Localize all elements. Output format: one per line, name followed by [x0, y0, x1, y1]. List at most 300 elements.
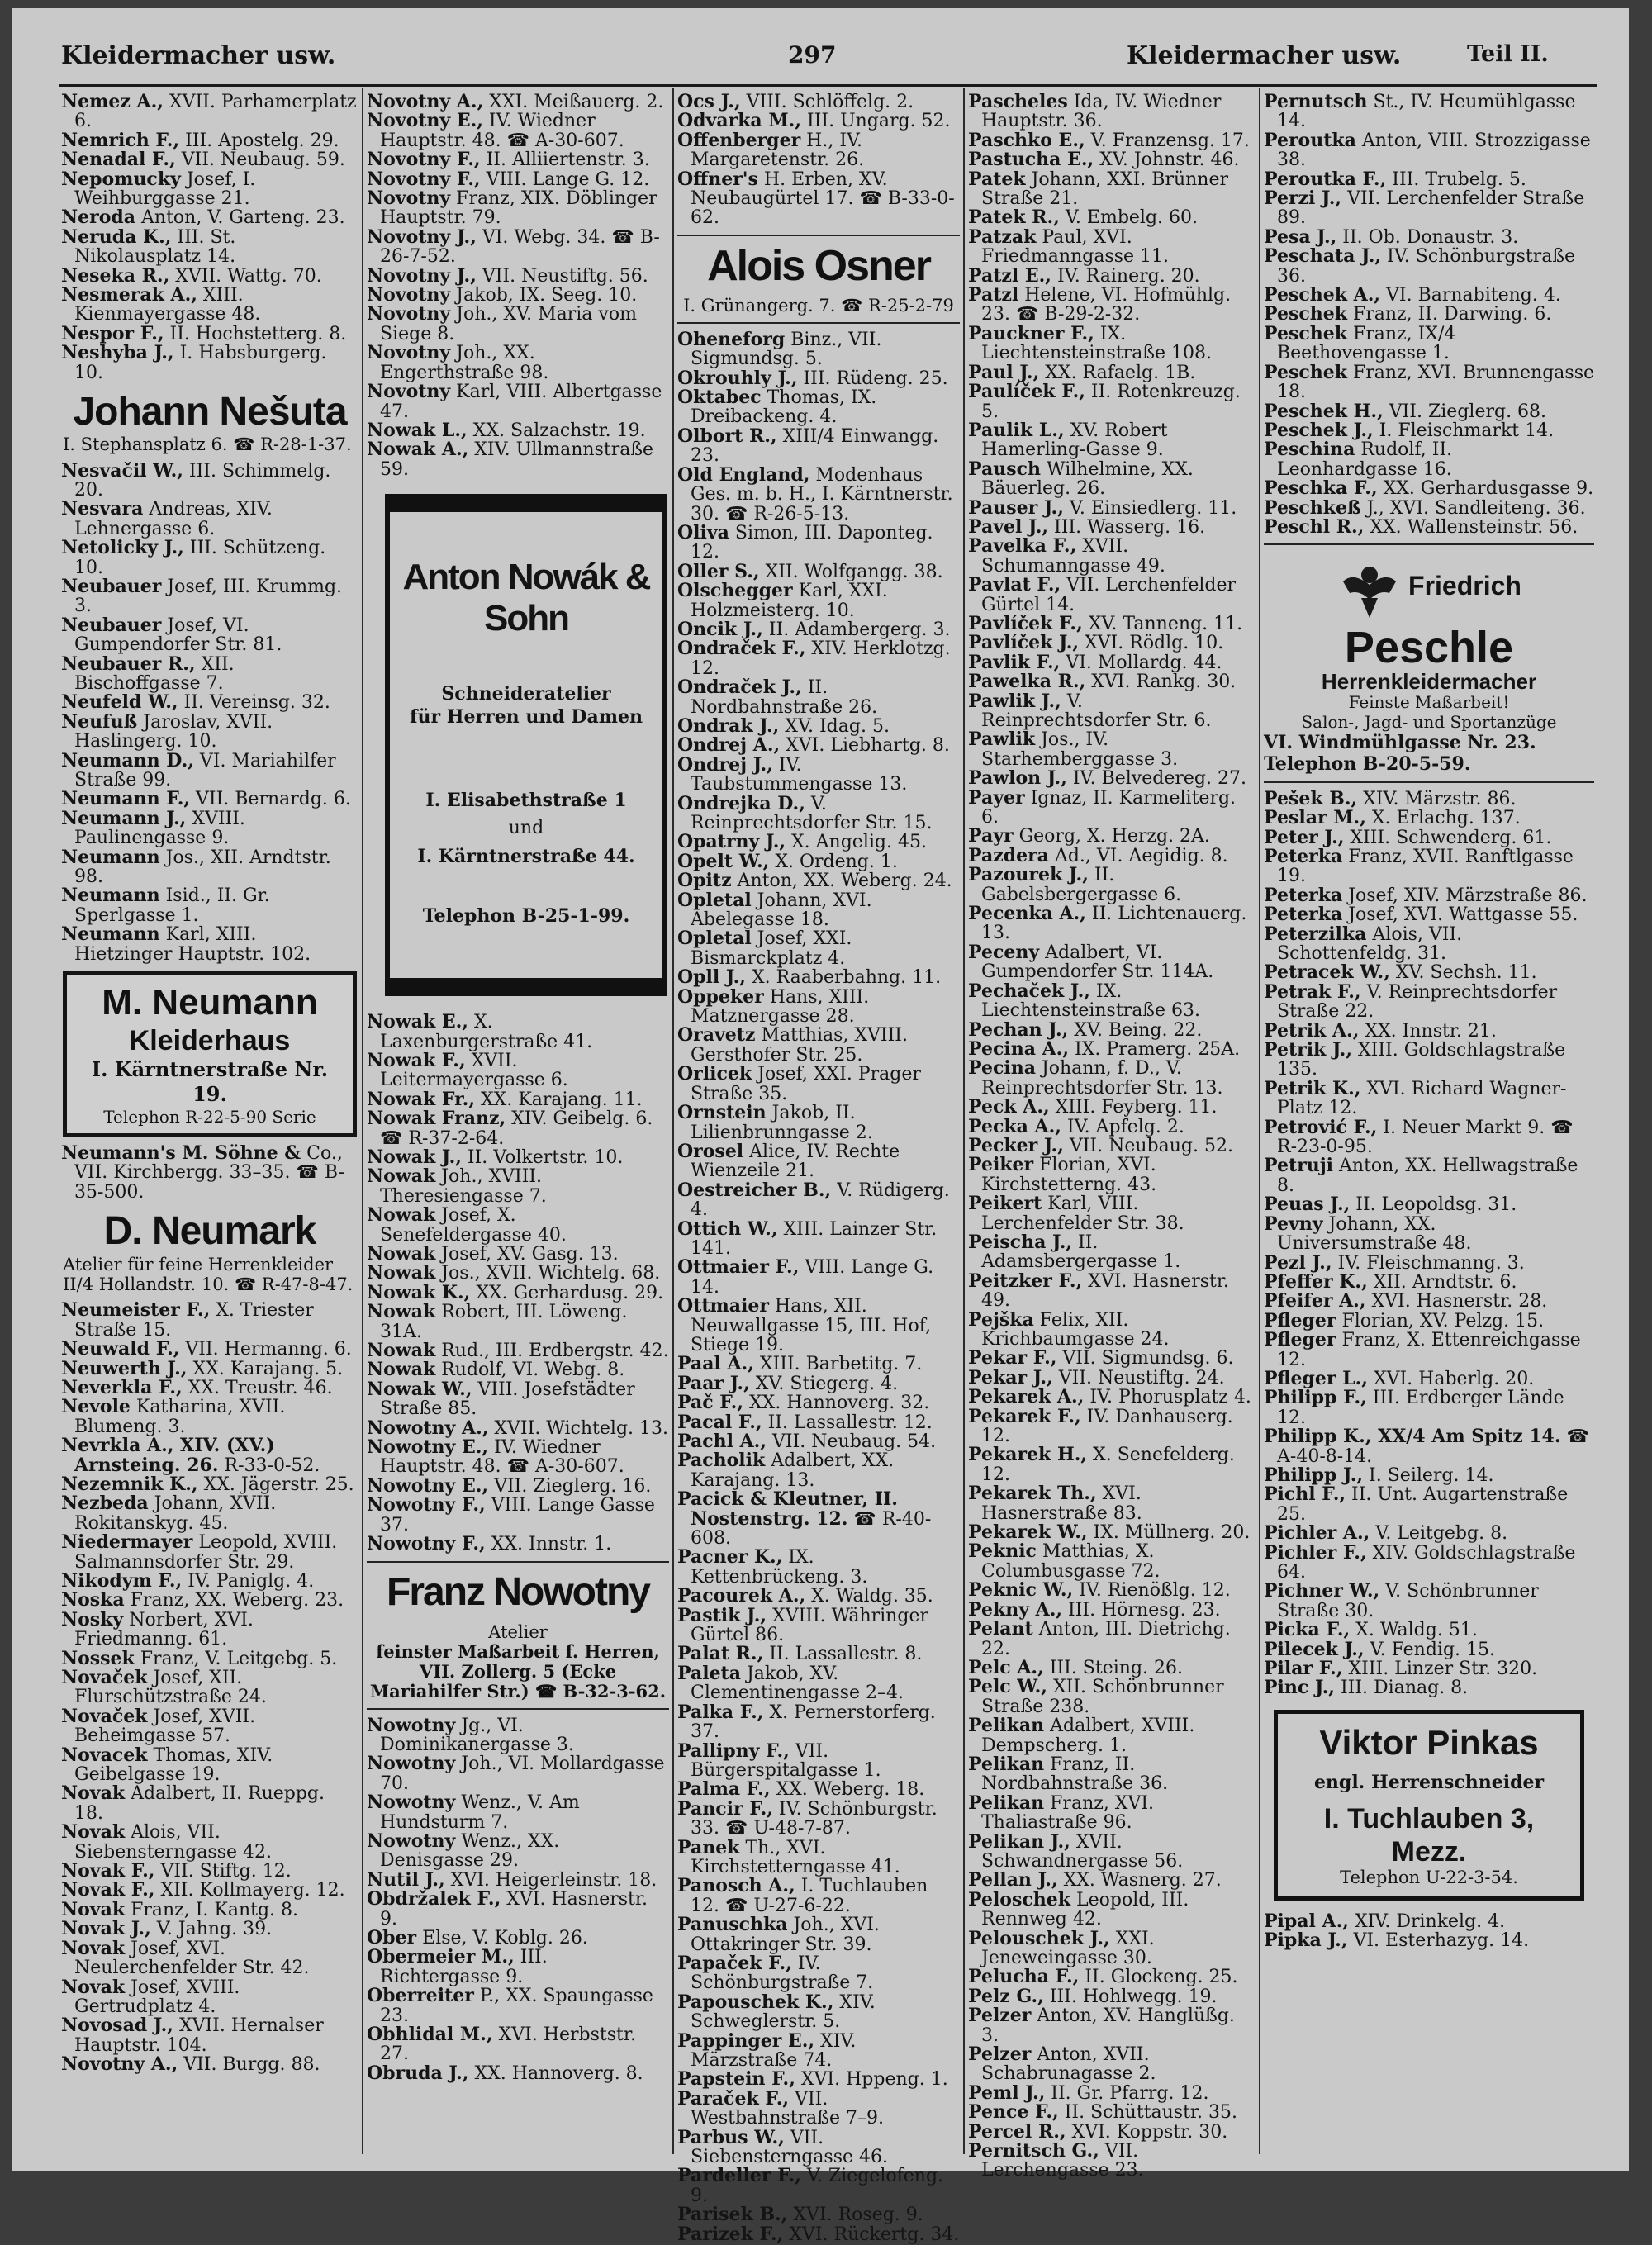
- directory-entry: [677, 1451, 960, 1490]
- entry-address: III. Dianag. 8.: [1334, 1678, 1469, 1699]
- entry-address: X. Raaberbahng. 11.: [745, 967, 942, 989]
- entry-name: Pelikan: [968, 1715, 1045, 1737]
- entry-name: Pausch: [968, 458, 1041, 480]
- entry-name: Philipp K., XX/4 Am Spitz 14.: [1264, 1426, 1561, 1448]
- running-head-right: Kleidermacher usw.: [1127, 41, 1402, 70]
- entry-name: Percel R.,: [968, 2120, 1066, 2143]
- entry-address: IV. Schönburgstraße 7.: [691, 1953, 874, 1994]
- entry-address: XIII/4 Einwangg. 23.: [691, 425, 939, 467]
- entry-address: II. Adamsbergergasse 1.: [981, 1232, 1181, 1273]
- entry-name: Panuschka: [677, 1914, 788, 1936]
- directory-entry: [61, 2055, 358, 2074]
- directory-entry: [677, 1836, 960, 1877]
- directory-entry: [61, 1823, 358, 1862]
- directory-entry: [61, 1939, 358, 1978]
- entry-name: Neumann J.,: [61, 807, 187, 829]
- entry-address: XVII. Schwandnergasse 56.: [981, 1831, 1184, 1872]
- entry-address: Josef, XII. Flurschützstraße 24.: [74, 1668, 267, 1708]
- entry-address: XVII. Schumanngasse 49.: [981, 536, 1165, 577]
- entry-address: Florian, XVI. Kirchstetterng. 43.: [981, 1155, 1157, 1195]
- entry-name: Patek R.,: [968, 206, 1060, 229]
- entry-address: Josef, XVI. Wattgasse 55.: [1342, 904, 1578, 926]
- entry-name: Nowak: [367, 1301, 436, 1323]
- directory-entry: [677, 1181, 960, 1220]
- entry-address: X. Ordeng. 1.: [769, 851, 898, 872]
- directory-entry: [677, 1026, 960, 1065]
- entry-name: Offenberger: [677, 129, 801, 151]
- directory-entry: [968, 786, 1256, 828]
- entry-name: Offner's: [677, 168, 758, 190]
- ad-franz-nowotny-text2: feinster Maßarbeit f. Herren,: [376, 1640, 660, 1662]
- ad-peschle-first: Friedrich: [1408, 571, 1521, 601]
- directory-entry: [367, 1948, 669, 1986]
- entry-address: XIV. Goldschlagstraße 64.: [1277, 1542, 1576, 1583]
- entry-name: Neuwerth J.,: [61, 1357, 188, 1379]
- entry-name: Neumann: [61, 885, 160, 907]
- entry-address: XIII. Feyberg. 11.: [1049, 1097, 1218, 1118]
- directory-entry: [367, 1496, 669, 1535]
- directory-entry: [367, 1793, 669, 1832]
- directory-entry: [968, 1888, 1256, 1930]
- directory-entry: [1264, 479, 1594, 498]
- entry-name: Nesmerak A.,: [61, 284, 197, 306]
- entry-name: Peschata J.,: [1264, 245, 1382, 268]
- entry-name: Peknic: [968, 1540, 1037, 1563]
- entry-address: III. Steing. 26.: [1043, 1657, 1183, 1678]
- entry-name: Pelucha F.,: [968, 1966, 1080, 1988]
- entry-address: Co., VII. Kirchbergg. 33–35. ☎ B-35-500.: [74, 1143, 344, 1203]
- directory-entry: [61, 1144, 358, 1202]
- entry-address: XX. Weberg. 18.: [770, 1779, 925, 1801]
- directory-entry: [61, 2016, 358, 2055]
- directory-entry: [61, 848, 358, 887]
- entry-address: III. Ungarg. 52.: [801, 111, 951, 132]
- entry-address: VII. Zieglerg. 16.: [488, 1475, 652, 1497]
- entry-name: Novotny A.,: [367, 91, 484, 112]
- entry-name: Novak: [61, 1898, 126, 1920]
- entry-address: III. St. Nikolausplatz 14.: [74, 226, 236, 268]
- entry-address: X. Waldg. 35.: [805, 1586, 933, 1607]
- entry-name: Peschek A.,: [1264, 284, 1381, 306]
- entry-address: II. Alliiertenstr. 3.: [480, 150, 650, 171]
- entry-address: XVI. Rückertg. 34.: [783, 2224, 960, 2245]
- entry-address: Ad., VI. Aegidig. 8.: [1048, 845, 1228, 866]
- entry-name: Old England,: [677, 463, 810, 486]
- entry-address: Ida, IV. Wiedner Hauptstr. 36.: [981, 92, 1222, 132]
- entry-list: [1264, 787, 1594, 1699]
- ad-neumark-text: Atelier für feine Herrenkleider II/4 Hollandstr. 10. ☎ R-47-8-47.: [63, 1255, 354, 1295]
- entry-address: Josef, XXI. Bismarckplatz 4.: [691, 928, 852, 969]
- entry-name: Obermeier M.,: [367, 1946, 515, 1968]
- entry-name: Parisek B.,: [677, 2204, 788, 2226]
- ad-neumark: [63, 1208, 357, 1294]
- directory-entry: [677, 2167, 960, 2205]
- directory-entry: [968, 2045, 1256, 2084]
- entry-address: II. Hochstetterg. 8.: [164, 323, 347, 344]
- entry-name: Oberreiter: [367, 1985, 474, 2007]
- entry-name: Novak F.,: [61, 1879, 155, 1901]
- directory-entry: [968, 1134, 1256, 1156]
- directory-entry: [968, 2120, 1256, 2143]
- directory-entry: [1264, 421, 1594, 440]
- directory-entry: [367, 112, 669, 150]
- ad-peschle-name: Peschle: [1344, 623, 1514, 673]
- directory-entry: [677, 2205, 960, 2224]
- entry-address: VI. Esterhazyg. 14.: [1347, 1930, 1530, 1952]
- entry-address: II. Gabelsbergergasse 6.: [981, 865, 1182, 905]
- directory-entry: [677, 2087, 960, 2129]
- entry-address: VIII. Lange G. 12.: [480, 168, 650, 190]
- entry-name: Pesa J.,: [1264, 225, 1337, 248]
- ad-anton-nowak: [385, 494, 667, 996]
- entry-address: Alois, VII. Siebensterngasse 42.: [74, 1822, 273, 1863]
- directory-entry: [61, 1376, 358, 1398]
- directory-entry: [677, 714, 960, 737]
- entry-address: Alois, VII. Schottenfeldg. 31.: [1277, 923, 1463, 964]
- entry-name: Pelzer: [968, 2043, 1032, 2066]
- directory-entry: [367, 1245, 669, 1264]
- entry-name: Pardeller F.,: [677, 2165, 801, 2187]
- entry-name: Pecina: [968, 1057, 1036, 1080]
- directory-entry: [968, 1366, 1256, 1388]
- entry-name: Pancir F.,: [677, 1797, 773, 1820]
- directory-entry: [1264, 93, 1594, 131]
- entry-address: IX. Kettenbrückeng. 3.: [691, 1547, 868, 1588]
- directory-entry: [367, 1148, 669, 1167]
- entry-name: Palma F.,: [677, 1778, 771, 1801]
- entry-name: Nowotny F.,: [367, 1533, 486, 1555]
- directory-entry: [61, 539, 358, 577]
- entry-name: Opletal: [677, 928, 752, 950]
- entry-name: Nutil J.,: [367, 1868, 445, 1891]
- directory-entry: [61, 749, 358, 790]
- directory-entry: [61, 886, 358, 925]
- entry-address: Hans, XIII. Matznergasse 28.: [691, 986, 870, 1028]
- entry-name: Novotny F.,: [367, 149, 481, 171]
- directory-entry: [61, 264, 358, 287]
- entry-name: Obdržalek F.,: [367, 1888, 501, 1910]
- entry-name: Novotny: [367, 303, 451, 325]
- directory-entry: [1264, 247, 1594, 286]
- entry-address: II. Adambergerg. 3.: [762, 619, 951, 640]
- entry-name: Pipal A.,: [1264, 1910, 1349, 1932]
- ad-m-neumann-sub: Kleiderhaus: [129, 1025, 291, 1057]
- directory-entry: [968, 612, 1256, 634]
- entry-address: VII. Neubaug. 54.: [767, 1431, 937, 1452]
- entry-name: Olschegger: [677, 580, 793, 602]
- entry-name: Pelz G.,: [968, 1985, 1044, 2007]
- directory-entry: [61, 208, 358, 227]
- ad-franz-nowotny: [368, 1569, 667, 1702]
- column-divider: [362, 88, 363, 2154]
- directory-entry: [677, 2126, 960, 2168]
- directory-entry: [677, 1548, 960, 1587]
- directory-entry: [1264, 225, 1594, 248]
- entry-name: Peschek J.,: [1264, 419, 1374, 441]
- entry-name: Nowak E.,: [367, 1011, 468, 1033]
- entry-name: Nowak K.,: [367, 1281, 471, 1303]
- entry-address: V. Einsiedlerg. 11.: [1063, 497, 1237, 519]
- directory-entry: [367, 1341, 669, 1360]
- entry-name: Oestreicher B.,: [677, 1179, 832, 1201]
- entry-name: Nowak W.,: [367, 1378, 472, 1400]
- directory-entry: [367, 344, 669, 382]
- directory-entry: [367, 1281, 669, 1303]
- page-number: 297: [788, 41, 837, 69]
- directory-entry: [61, 1649, 358, 1668]
- entry-address: Franz, XX. Weberg. 23.: [124, 1590, 344, 1611]
- entry-address: III. Wasserg. 16.: [1048, 516, 1206, 538]
- entry-name: Novak F.,: [61, 1860, 155, 1882]
- directory-entry: [968, 1388, 1256, 1407]
- directory-entry: [968, 225, 1256, 268]
- entry-address: Franz, II. Nordbahnstraße 36.: [981, 1754, 1169, 1795]
- entry-address: XVII. Wichtelg. 13.: [488, 1417, 669, 1439]
- entry-name: Papstein F.,: [677, 2068, 795, 2091]
- directory-entry: [367, 150, 669, 169]
- entry-address: Franz, XIX. Döblinger Hauptstr. 79.: [380, 188, 657, 229]
- entry-name: Paal A.,: [677, 1353, 754, 1375]
- entry-address: Alice, IV. Rechte Wienzeile 21.: [691, 1141, 900, 1182]
- entry-address: XV. Being. 22.: [1068, 1019, 1203, 1041]
- entry-address: V. Ziegelofeng. 9.: [691, 2166, 944, 2206]
- entry-name: Perzi J.,: [1264, 187, 1342, 210]
- entry-name: Pavlíček J.,: [968, 632, 1080, 654]
- entry-name: Oheneforg: [677, 328, 786, 350]
- directory-entry: [968, 131, 1256, 150]
- entry-address: V. Reinprechtsdorfer Str. 6.: [981, 691, 1212, 731]
- directory-entry: [61, 1357, 358, 1379]
- directory-entry: [1264, 1195, 1594, 1214]
- ad-franz-nowotny-name: Franz Nowotny: [387, 1569, 649, 1614]
- column-divider: [963, 88, 965, 2154]
- directory-entry: [968, 2142, 1256, 2181]
- entry-name: Novak: [61, 1976, 126, 1998]
- entry-name: Nowak: [367, 1340, 436, 1362]
- entry-address: Norbert, XVI. Friedmanng. 61.: [74, 1609, 254, 1650]
- ad-m-neumann-name: M. Neumann: [102, 982, 318, 1023]
- entry-name: Nenadal F.,: [61, 149, 176, 171]
- directory-entry: [968, 1484, 1256, 1523]
- eagle-emblem-icon: [1336, 557, 1403, 623]
- ad-border-band: [390, 978, 662, 991]
- entry-name: Peck A.,: [968, 1096, 1050, 1118]
- entry-name: Peceny: [968, 941, 1040, 963]
- entry-address: VI. Webg. 34. ☎ B-26-7-52.: [380, 226, 660, 268]
- directory-entry: [367, 170, 669, 189]
- directory-entry: [367, 421, 669, 440]
- ad-franz-nowotny-text1: Atelier: [488, 1621, 548, 1642]
- entry-name: Peikert: [968, 1193, 1042, 1215]
- entry-address: II. Lichtenauerg. 13.: [981, 904, 1247, 944]
- entry-address: XII. Bischoffgasse 7.: [74, 653, 235, 694]
- entry-address: Matthias, XVIII. Gersthofer Str. 25.: [691, 1025, 908, 1066]
- directory-entry: [968, 1115, 1256, 1137]
- entry-name: Pekny A.,: [968, 1598, 1063, 1621]
- entry-name: Paar J.,: [677, 1372, 750, 1394]
- directory-entry: [677, 1065, 960, 1104]
- entry-name: Petracek W.,: [1264, 961, 1390, 984]
- entry-name: Pekar J.,: [968, 1366, 1053, 1388]
- directory-entry: [1264, 402, 1594, 421]
- entry-address: IX. Liechtensteinstraße 63.: [981, 980, 1200, 1022]
- entry-address: XV. Robert Hamerling-Gasse 9.: [981, 420, 1168, 461]
- directory-entry: [968, 866, 1256, 904]
- directory-entry: [677, 968, 960, 987]
- directory-entry: [61, 93, 358, 131]
- directory-entry: [1264, 170, 1594, 189]
- directory-entry: [968, 692, 1256, 731]
- entry-address: V. Reinprechtsdorfer Straße 22.: [1277, 981, 1558, 1023]
- directory-entry: [1264, 809, 1594, 828]
- column-4: [968, 91, 1256, 2181]
- entry-name: Novaček: [61, 1667, 148, 1688]
- directory-entry: [1264, 1077, 1594, 1119]
- directory-entry: [61, 1591, 358, 1610]
- entry-name: Neseka R.,: [61, 264, 170, 287]
- entry-address: Paul, XVI. Friedmanngasse 11.: [981, 226, 1170, 268]
- entry-address: XX. Innstr. 1.: [485, 1534, 612, 1555]
- entry-address: St., IV. Heumühlgasse 14.: [1277, 92, 1576, 132]
- entry-name: Pechaček J.,: [968, 980, 1090, 1002]
- entry-address: XV. Idag. 5.: [779, 715, 890, 737]
- entry-address: XV. Tanneng. 11.: [1082, 613, 1243, 634]
- entry-name: Nowak A.,: [367, 439, 469, 461]
- entry-address: IV. Taubstummengasse 13.: [691, 754, 908, 795]
- entry-address: Josef, XV. Gasg. 13.: [435, 1244, 619, 1265]
- entry-address: VIII. Schlöffelg. 2.: [740, 92, 914, 112]
- entry-address: XIV. Drinkelg. 4.: [1348, 1910, 1506, 1932]
- directory-entry: [968, 1233, 1256, 1272]
- entry-address: Franz, I. Kantg. 8.: [125, 1899, 299, 1920]
- entry-address: IV. Danhauserg. 12.: [981, 1406, 1233, 1447]
- entry-address: Josef, X. Senefeldergasse 40.: [380, 1205, 567, 1246]
- directory-entry: [968, 382, 1256, 421]
- directory-entry: [1264, 1582, 1594, 1621]
- entry-address: I. Tuchlauben 12. ☎ U-27-6-22.: [691, 1876, 928, 1916]
- directory-page: [12, 8, 1629, 2245]
- entry-name: Peml J.,: [968, 2081, 1046, 2104]
- entry-address: III. Schützeng. 10.: [74, 538, 326, 578]
- entry-address: R-33-0-52.: [218, 1455, 320, 1476]
- entry-name: Patzl E.,: [968, 264, 1051, 287]
- entry-address: V. Embelg. 60.: [1059, 207, 1199, 229]
- entry-name: Oravetz: [677, 1024, 756, 1047]
- entry-name: Oncik J.,: [677, 618, 763, 640]
- entry-address: XXI. Jeneweingasse 30.: [981, 1928, 1155, 1968]
- directory-entry: [968, 1194, 1256, 1233]
- entry-name: Obruda J.,: [367, 2062, 469, 2084]
- ad-peschle-services: Salon-, Jagd- und Sportanzüge: [1301, 711, 1557, 732]
- entry-address: Josef, XXI. Prager Straße 35.: [691, 1064, 921, 1104]
- directory-entry: [61, 1569, 358, 1592]
- entry-address: XXI. Meißauerg. 2.: [483, 92, 664, 112]
- entry-address: XV. Stiegerg. 4.: [749, 1373, 899, 1394]
- entry-name: Pavlíček F.,: [968, 612, 1083, 634]
- entry-name: Pavlik F.,: [968, 651, 1061, 673]
- entry-name: Pastik J.,: [677, 1604, 767, 1626]
- entry-name: Pazourek J.,: [968, 864, 1089, 886]
- directory-entry: [1264, 980, 1594, 1023]
- entry-name: Peterka: [1264, 884, 1343, 906]
- column-5: [1264, 93, 1594, 2157]
- entry-address: X. Senefelderg. 12.: [981, 1445, 1235, 1485]
- directory-entry: [61, 710, 358, 752]
- entry-name: Paleta: [677, 1662, 741, 1684]
- entry-name: Papaček F.,: [677, 1952, 792, 1974]
- entry-name: Pelc W.,: [968, 1676, 1047, 1698]
- entry-name: Opelt W.,: [677, 850, 770, 872]
- entry-name: Peroutka F.,: [1264, 168, 1387, 190]
- entry-name: Nesvačil W.,: [61, 459, 183, 482]
- entry-address: Felix, XII. Krichbaumgasse 24.: [981, 1309, 1170, 1350]
- ad-neumark-name: D. Neumark: [103, 1209, 316, 1254]
- ad-viktor-pinkas-name: Viktor Pinkas: [1319, 1722, 1539, 1762]
- directory-entry: [677, 1413, 960, 1432]
- directory-entry: [677, 1915, 960, 1954]
- entry-address: III. Erdberger Lände 12.: [1277, 1388, 1564, 1428]
- entry-name: Nowotny: [367, 1792, 456, 1814]
- entry-address: XX. Treustr. 46.: [182, 1377, 333, 1398]
- directory-entry: [677, 1490, 960, 1548]
- directory-entry: [968, 1755, 1256, 1794]
- entry-address: VII. Bernardg. 6.: [190, 789, 351, 810]
- entry-name: Novak J.,: [61, 1918, 151, 1940]
- entry-name: Pecina A.,: [968, 1037, 1069, 1060]
- directory-entry: [677, 427, 960, 466]
- entry-address: Ignaz, II. Karmeliterg. 6.: [981, 787, 1237, 828]
- entry-address: XIII. Lainzer Str. 141.: [691, 1218, 938, 1259]
- entry-address: XVI. Roseg. 9.: [787, 2205, 923, 2226]
- entry-address: Katharina, XVII. Blumeng. 3.: [74, 1397, 286, 1437]
- entry-name: Novacek: [61, 1744, 148, 1766]
- directory-entry: [1264, 1270, 1594, 1293]
- directory-entry: [968, 653, 1256, 672]
- entry-address: Franz, XVI. Brunnengasse 18.: [1277, 362, 1595, 403]
- entry-name: Noska: [61, 1589, 125, 1611]
- directory-entry: [1264, 515, 1594, 538]
- entry-name: Oller S.,: [677, 560, 760, 582]
- entry-address: IV. Fleischmanng. 3.: [1332, 1252, 1525, 1274]
- entry-address: XVI. Hasnerstr. 49.: [981, 1270, 1229, 1312]
- entry-name: Neumann: [61, 923, 160, 946]
- entry-address: Josef, XVIII. Gertrudplatz 4.: [74, 1977, 240, 2017]
- directory-entry: [677, 929, 960, 968]
- directory-entry: [1264, 787, 1594, 809]
- directory-entry: [1264, 1912, 1594, 1931]
- entry-name: Pilecek J.,: [1264, 1638, 1365, 1660]
- directory-entry: [367, 2025, 669, 2064]
- directory-entry: [1264, 1215, 1594, 1254]
- entry-address: P., XX. Spaungasse 23.: [380, 1986, 653, 2026]
- entry-name: Nowotny: [367, 1830, 456, 1852]
- directory-entry: [367, 189, 669, 228]
- directory-entry: [968, 1716, 1256, 1755]
- entry-name: Parbus W.,: [677, 2126, 785, 2148]
- entry-name: Nowak Fr.,: [367, 1088, 476, 1110]
- entry-name: Nezbeda: [61, 1493, 149, 1515]
- ad-peschle-phone: Telephon B-20-5-59.: [1264, 752, 1471, 775]
- entry-address: X. Waldg. 51.: [1350, 1620, 1478, 1641]
- entry-address: X. Triester Straße 15.: [74, 1300, 314, 1341]
- directory-entry: [367, 1868, 669, 1891]
- directory-entry: [367, 440, 669, 479]
- entry-address: VII. Siebensterngasse 46.: [691, 2127, 889, 2168]
- ad-anton-nowak-line1: Schneideratelier: [441, 683, 611, 705]
- directory-entry: [677, 833, 960, 852]
- divider: [677, 235, 960, 236]
- directory-entry: [1264, 1331, 1594, 1369]
